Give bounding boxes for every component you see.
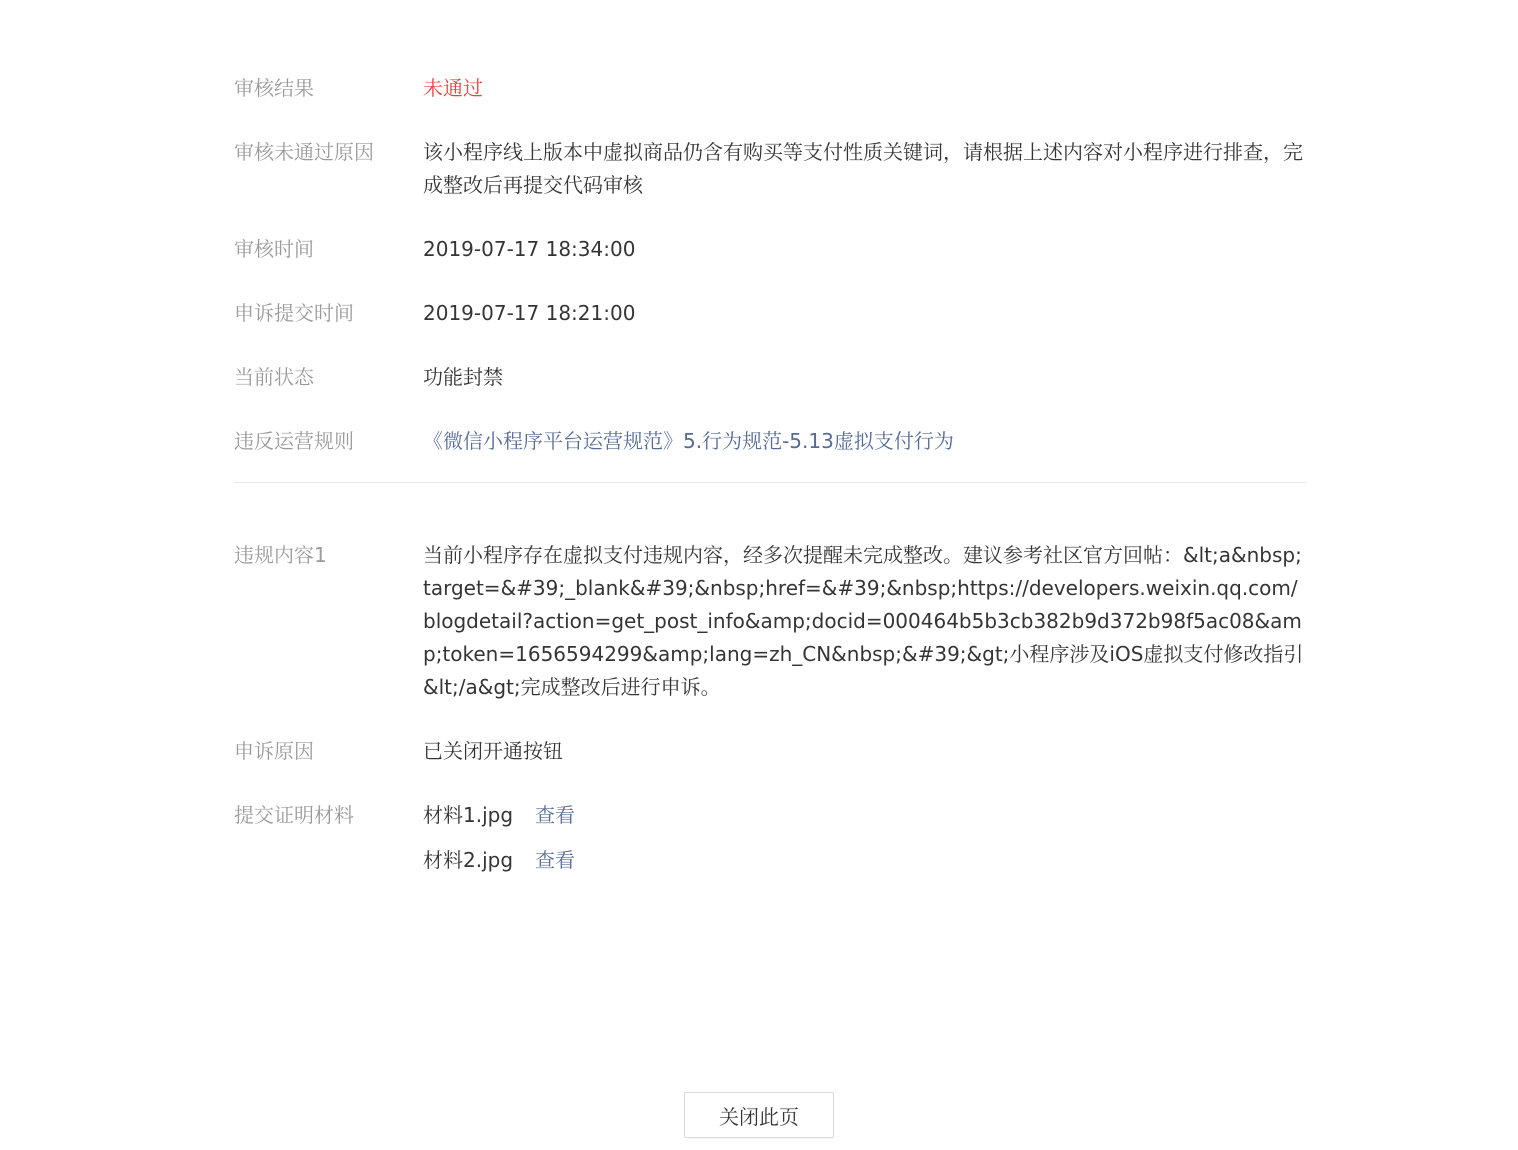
current-status-value: 功能封禁 (423, 365, 503, 389)
review-result-label: 审核结果 (234, 76, 314, 100)
materials-label: 提交证明材料 (234, 803, 354, 827)
view-material-link[interactable]: 查看 (535, 803, 576, 827)
fail-reason-row (234, 136, 1306, 202)
materials-list (423, 799, 1306, 889)
appeal-reason-value: 已关闭开通按钮 (423, 739, 563, 763)
material-item (423, 844, 1306, 877)
close-page-button[interactable]: 关闭此页 (684, 1092, 834, 1138)
view-material-link[interactable]: 查看 (535, 848, 576, 872)
violation-content-row (234, 539, 1306, 704)
material-file-name: 材料1.jpg (423, 803, 514, 827)
materials-row (234, 799, 1306, 889)
review-result-row (234, 72, 1306, 105)
appeal-detail (234, 72, 1306, 920)
review-time-label: 审核时间 (234, 237, 314, 261)
material-file-name: 材料2.jpg (423, 848, 514, 872)
current-status-row (234, 361, 1306, 394)
review-time-row (234, 233, 1306, 266)
violation-content-label: 违规内容1 (234, 543, 327, 567)
violation-content-value: 当前小程序存在虚拟支付违规内容，经多次提醒未完成整改。建议参考社区官方回帖：&lt;a&nbsp;target=&#39;_blank&#39;&nbsp;href=&#39;&nbsp;https://developers.weixin.qq.com/blogdetail?action=get_post_info&amp;docid=000464b5b3cb382b9d372b98f5ac08&amp;token=1656594299&amp;lang=zh_CN&nbsp;&#39;&gt;小程序涉及iOS虚拟支付修改指引&lt;/a&gt;完成整改后进行申诉。 (423, 543, 1304, 699)
material-item (423, 799, 1306, 832)
violated-rule-label: 违反运营规则 (234, 429, 354, 453)
review-time-value: 2019-07-17 18:34:00 (423, 237, 636, 261)
fail-reason-label: 审核未通过原因 (234, 140, 374, 164)
violated-rule-link[interactable]: 《微信小程序平台运营规范》5.行为规范-5.13虚拟支付行为 (423, 429, 954, 453)
violated-rule-row (234, 425, 1306, 458)
page-footer (0, 1092, 1518, 1138)
appeal-time-label: 申诉提交时间 (234, 301, 354, 325)
appeal-reason-label: 申诉原因 (234, 739, 314, 763)
appeal-reason-row (234, 735, 1306, 768)
appeal-time-row (234, 297, 1306, 330)
review-result-value: 未通过 (423, 76, 483, 100)
fail-reason-value: 该小程序线上版本中虚拟商品仍含有购买等支付性质关键词，请根据上述内容对小程序进行排查，完成整改后再提交代码审核 (423, 140, 1303, 197)
appeal-time-value: 2019-07-17 18:21:00 (423, 301, 636, 325)
section-divider (234, 482, 1306, 483)
current-status-label: 当前状态 (234, 365, 314, 389)
